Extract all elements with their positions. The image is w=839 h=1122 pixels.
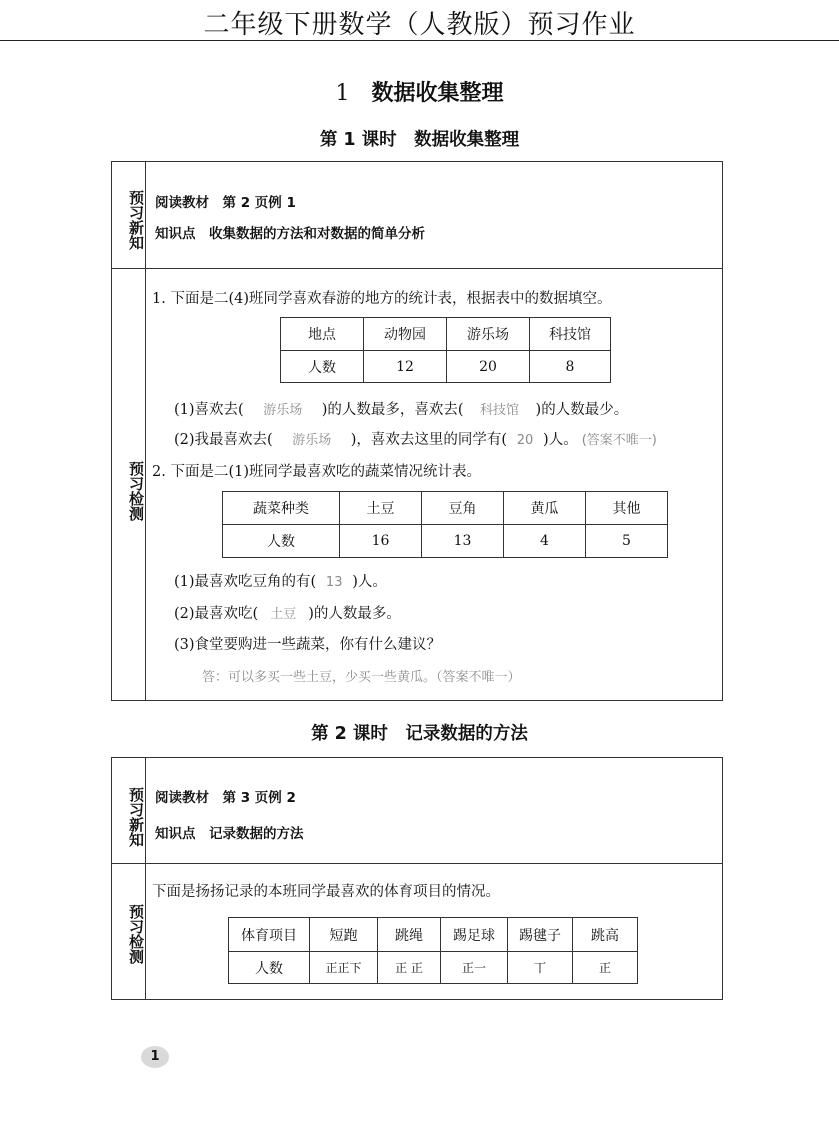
text: )的人数最少。 [535,402,629,418]
table-header-cell: 蔬菜种类 [223,492,340,525]
question-1-text: 1. 下面是二(4)班同学喜欢春游的地方的统计表，根据表中的数据填空。 [152,291,612,307]
table-header-cell: 跳高 [573,918,638,952]
table-header-cell: 踢足球 [441,918,508,952]
text: (2)最喜欢吃( [174,606,259,622]
tally-cell: 正一 [441,952,508,984]
lesson-2-row-divider [111,863,723,864]
lesson-1-column-divider [145,161,146,701]
answer-note: (答案不唯一) [581,433,657,448]
lesson-1-knowledge: 知识点 收集数据的方法和对数据的简单分析 [155,226,425,242]
lesson-1-title: 第 1 课时 数据收集整理 [319,130,520,150]
table-cell: 5 [586,525,668,558]
tally-cell: 正 [573,952,638,984]
table-header-cell: 豆角 [422,492,504,525]
text: (2)我最喜欢去( [174,432,273,448]
lesson-2-column-divider [145,757,146,1000]
question-1-sub-2 [174,428,657,449]
question-1-sub-1 [174,398,628,419]
table-cell: 人数 [229,952,310,984]
answer-blank: 游乐场 [263,403,303,418]
vegetable-table [222,491,668,558]
table-header-cell: 黄瓜 [504,492,586,525]
text: )的人数最多，喜欢去( [321,402,464,418]
lesson-1-check-label: 预习检测 [127,461,145,521]
answer-blank: 土豆 [270,607,297,622]
table-cell: 16 [340,525,422,558]
lesson-1-reading: 阅读教材 第 2 页例 1 [155,195,296,211]
text: (1)喜欢去( [174,402,244,418]
question-2-text: 2. 下面是二(1)班同学最喜欢吃的蔬菜情况统计表。 [152,464,481,480]
table-cell: 人数 [281,351,364,383]
lesson-2-reading: 阅读教材 第 3 页例 2 [155,790,296,806]
tally-cell: 正 正 [378,952,441,984]
table-cell: 12 [364,351,447,383]
lesson-2-title: 第 2 课时 记录数据的方法 [311,724,528,744]
text: )的人数最多。 [308,606,401,622]
answer-blank: 20 [516,433,534,448]
header-divider [0,40,839,41]
chapter-title [0,76,839,107]
lesson-2-knowledge: 知识点 记录数据的方法 [155,826,304,842]
tally-cell: 正正下 [310,952,378,984]
lesson-1-preview-label: 预习新知 [127,190,145,250]
table-header-cell: 短跑 [310,918,378,952]
table-header-cell: 动物园 [364,318,447,351]
page-number: 1 [141,1046,169,1068]
table-header-cell: 科技馆 [530,318,611,351]
answer-blank: 游乐场 [292,433,332,448]
answer-blank: 科技馆 [480,403,520,418]
text: )，喜欢去这里的同学有( [350,432,508,448]
question-2-sub-3: (3)食堂要购进一些蔬菜，你有什么建议？ [174,637,442,653]
tally-cell: 丅 [508,952,573,984]
text: )人。 [543,432,578,448]
chapter-number: 1 [335,81,350,106]
table-header-cell: 跳绳 [378,918,441,952]
spring-trip-table [280,317,611,383]
text: (1)最喜欢吃豆角的有( [174,574,317,590]
question-2-sub-1 [174,570,387,591]
book-title: 二年级下册数学（人教版）预习作业 [203,10,636,40]
table-header-cell: 踢毽子 [508,918,573,952]
sports-record-table [228,917,638,984]
question-2-answer: 答：可以多买一些土豆，少买一些黄瓜。（答案不唯一） [202,670,521,685]
table-header-cell: 体育项目 [229,918,310,952]
lesson-2-preview-label: 预习新知 [127,787,145,847]
table-cell: 8 [530,351,611,383]
lesson-1-row-divider [111,268,723,269]
table-cell: 20 [447,351,530,383]
table-cell: 人数 [223,525,340,558]
lesson-2-check-label: 预习检测 [127,904,145,964]
lesson-2-question-text: 下面是扬扬记录的本班同学最喜欢的体育项目的情况。 [152,884,500,900]
table-header-cell: 游乐场 [447,318,530,351]
table-cell: 4 [504,525,586,558]
text: )人。 [352,574,387,590]
answer-blank: 13 [325,575,343,590]
table-header-cell: 土豆 [340,492,422,525]
table-header-cell: 其他 [586,492,668,525]
table-cell: 13 [422,525,504,558]
question-2-sub-2 [174,602,401,623]
chapter-name: 数据收集整理 [371,81,504,106]
table-header-cell: 地点 [281,318,364,351]
